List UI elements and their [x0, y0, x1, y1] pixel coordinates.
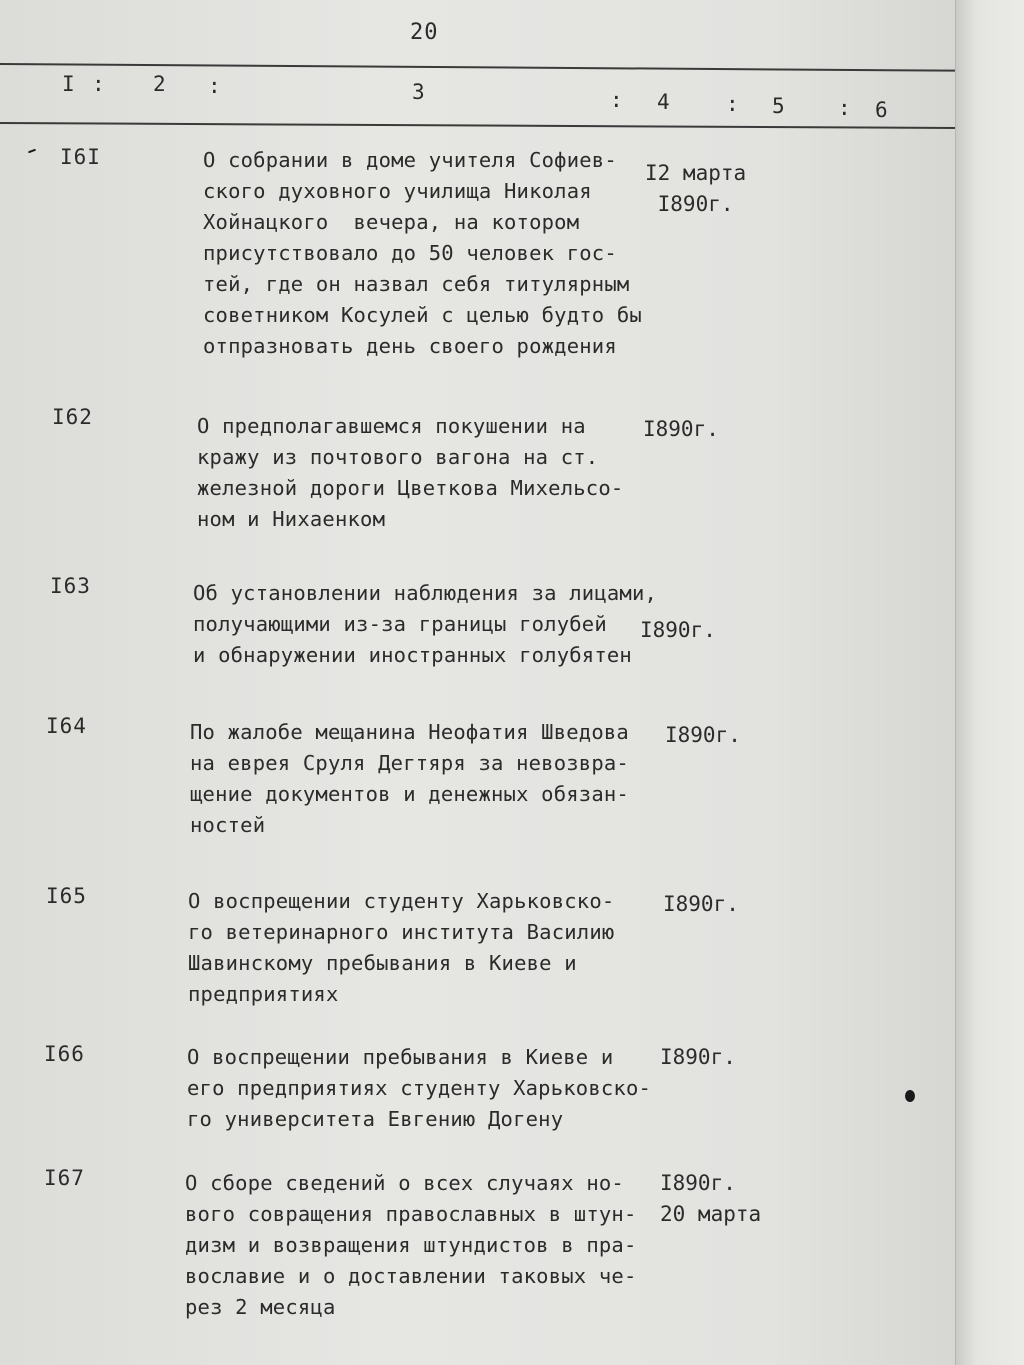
column-separator: : [838, 96, 851, 120]
entry-number: I67 [44, 1166, 85, 1190]
entry-title: Об установлении наблюдения за лицами, получающими из-за границы голубей и обнаружении иностранных голубятен [193, 581, 658, 667]
entry-title: О воспрещении пребывания в Киеве и его предприятиях студенту Харьковско- го университета Евгению Догену [187, 1045, 652, 1131]
column-6-header: 6 [875, 98, 888, 122]
column-4-header: 4 [657, 90, 670, 114]
entry-title: О воспрещении студенту Харьковско- го ветеринарного института Василию Шавинскому пребывания в Киеве и предприятиях [188, 889, 615, 1006]
entry-number: I66 [44, 1042, 85, 1066]
entry-number: I6I [60, 145, 101, 169]
entry-number: I62 [52, 405, 93, 429]
column-1-header: I [62, 72, 75, 96]
entry-date: I890г. [643, 417, 719, 441]
entry-date: I890г. [640, 618, 716, 642]
column-5-header: 5 [772, 94, 785, 118]
entry-number: I64 [46, 714, 87, 738]
column-separator: : [92, 72, 105, 96]
ink-blot [905, 1090, 915, 1102]
entry-title: По жалобе мещанина Неофатия Шведова на еврея Сруля Дегтяря за невозвра- щение документов и денежных обязан- ностей [190, 720, 629, 837]
entry-title: О сборе сведений о всех случаях но- вого совращения православных в штун- дизм и возвращения штундистов в пра- вославие и о доставлении таковых че- рез 2 месяца [185, 1171, 637, 1319]
column-separator: : [208, 74, 221, 98]
next-page-edge [955, 0, 1024, 1365]
entry-date: I2 марта I890г. [645, 161, 747, 216]
entry-number: I63 [50, 574, 91, 598]
entry-date: I890г. [660, 1045, 736, 1069]
entry-title: О собрании в доме учителя Софиев- ского духовного училища Николая Хойнацкого вечера, на котором присутствовало до 50 человек гос- тей, где он назвал себя титулярным советником Косулей с целью будто бы отпразновать день своего рождения [203, 148, 642, 358]
column-separator: : [726, 92, 739, 116]
entry-date: I890г. [663, 892, 739, 916]
column-separator: : [610, 88, 623, 112]
entry-title: О предполагавшемся покушении на кражу из почтового вагона на ст. железной дороги Цветкова Михельсо- ном и Нихаенком [197, 414, 624, 531]
column-3-header: 3 [412, 80, 425, 104]
entry-number: I65 [46, 884, 87, 908]
entry-date: I890г. 20 марта [660, 1171, 762, 1226]
page-number: 20 [410, 20, 439, 45]
column-2-header: 2 [153, 72, 166, 96]
entry-date: I890г. [665, 723, 741, 747]
